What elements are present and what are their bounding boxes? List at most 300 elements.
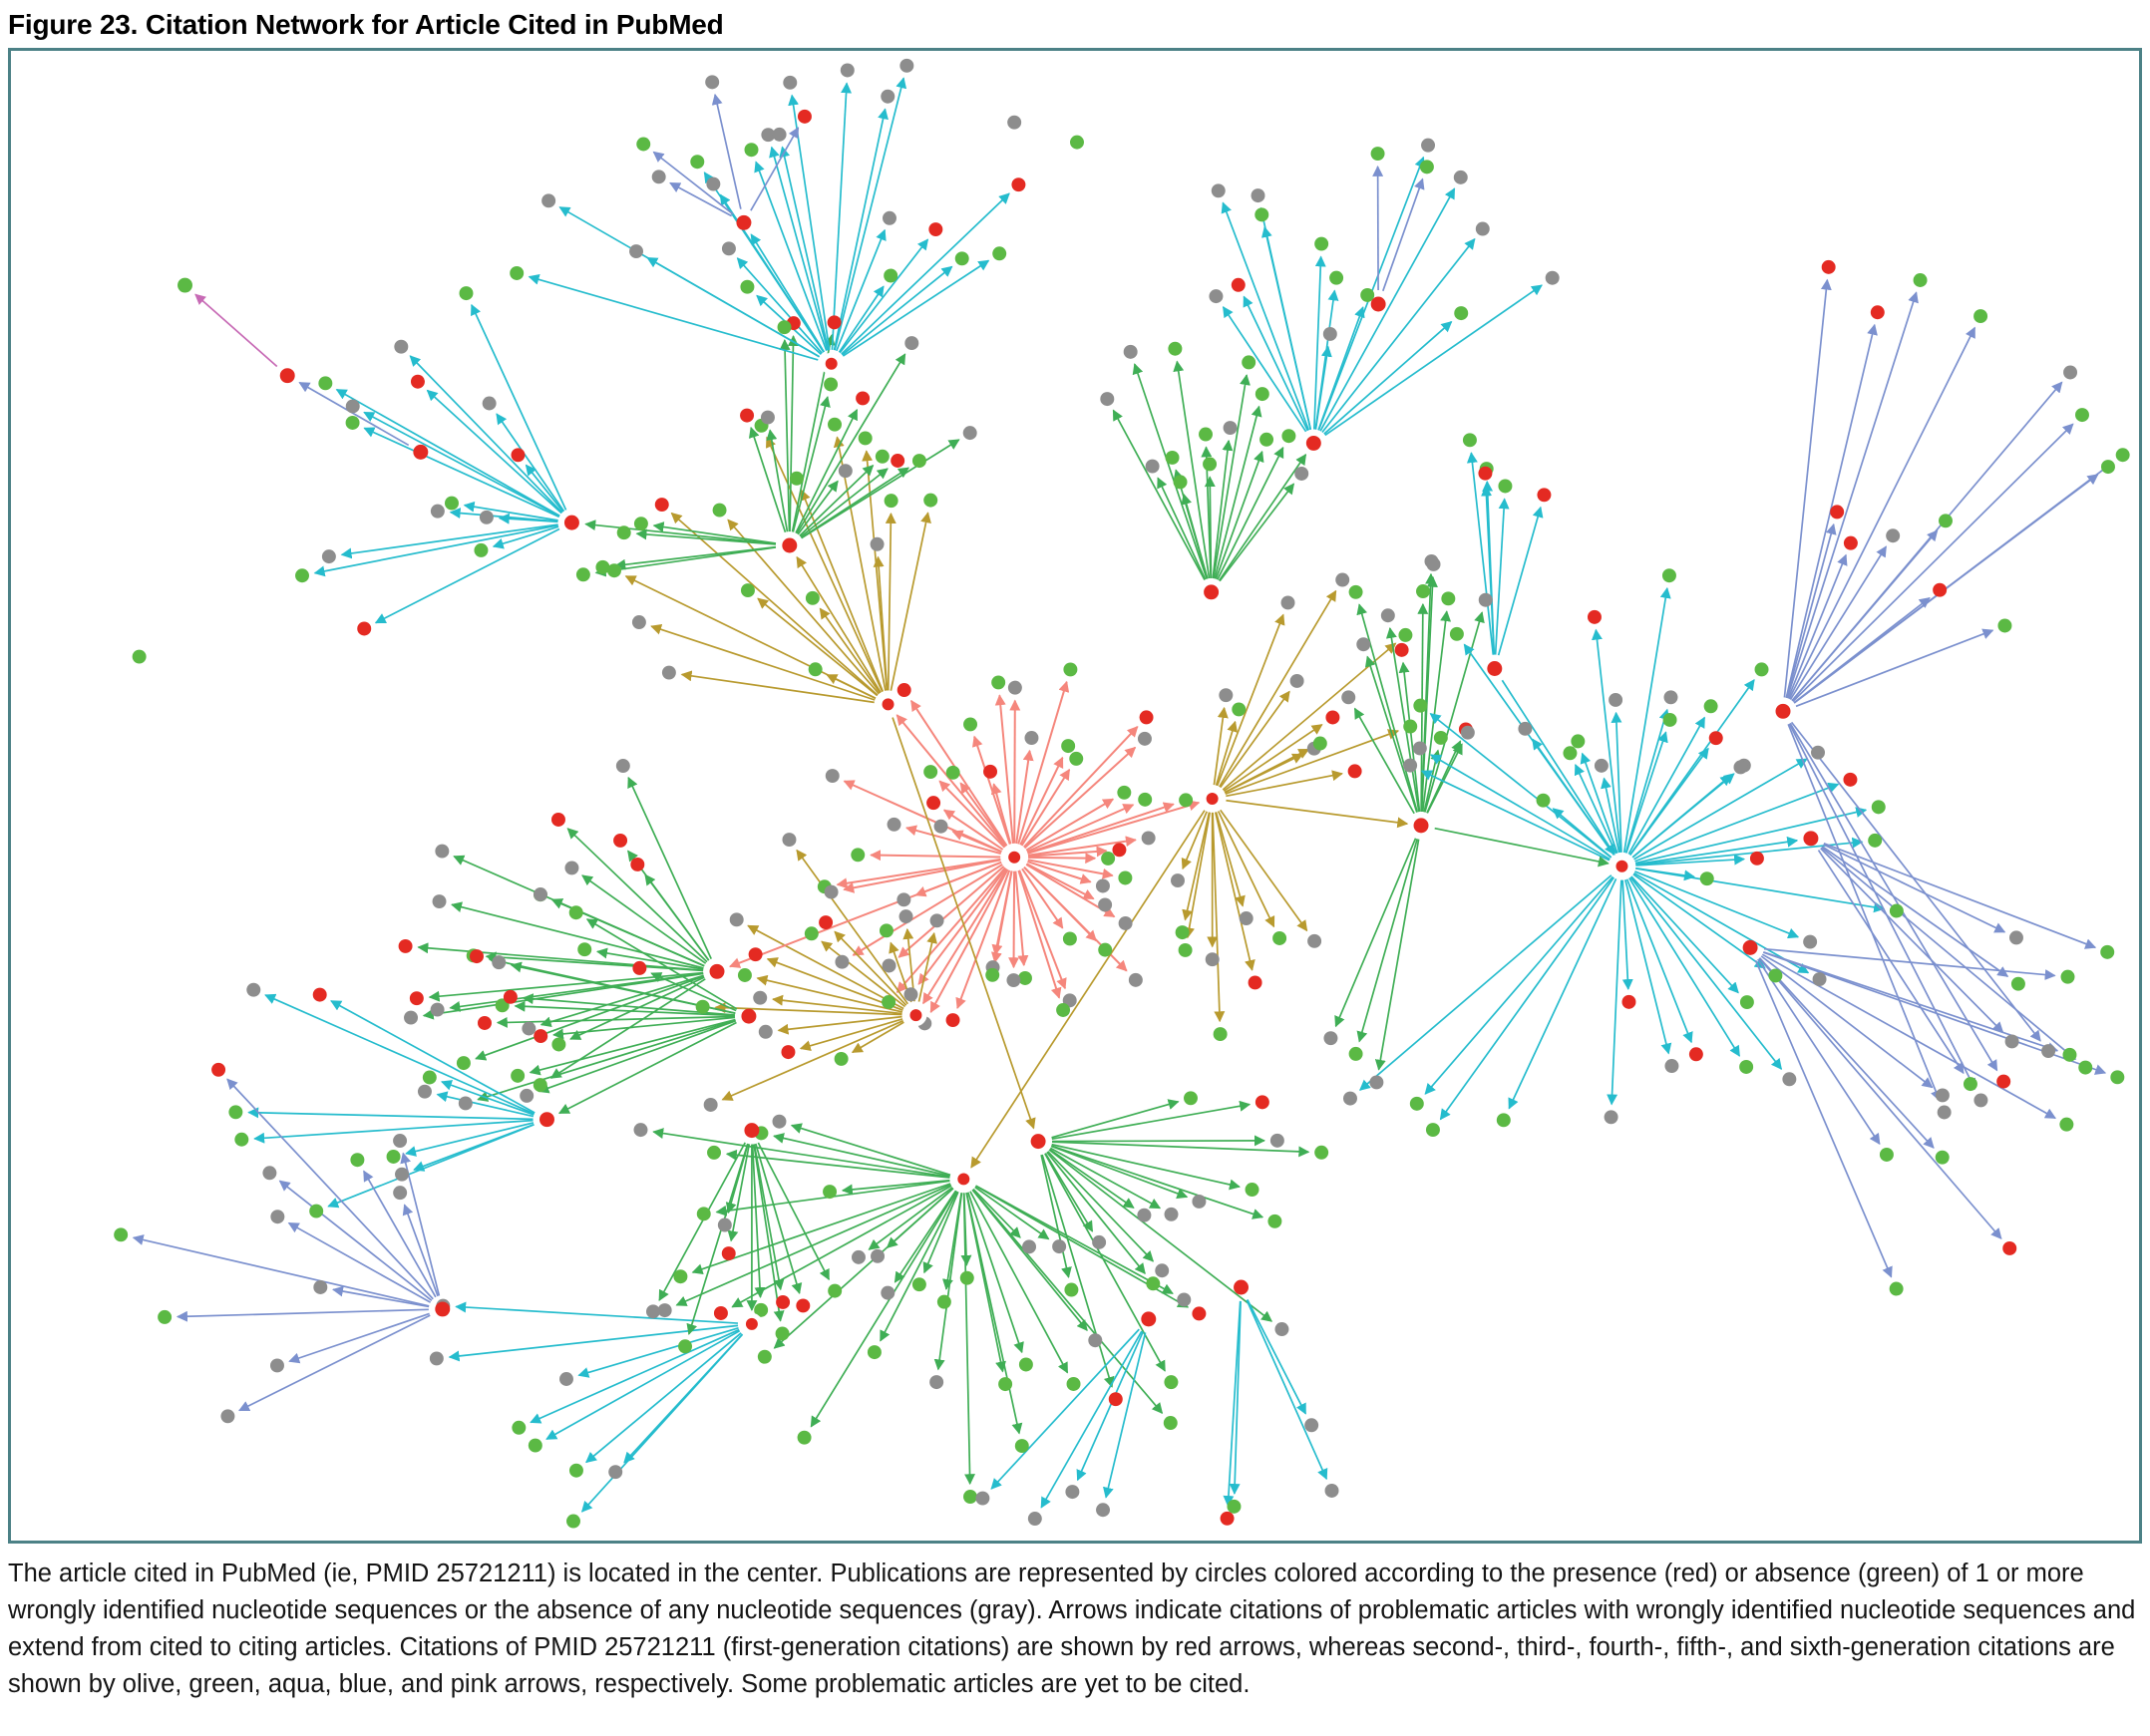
article-node-red xyxy=(655,498,669,512)
citation-arrow-green xyxy=(1220,455,1306,580)
article-node-green xyxy=(534,1078,547,1092)
citation-arrow-green xyxy=(774,1136,950,1176)
article-node-green xyxy=(696,1000,710,1014)
article-node-red xyxy=(1232,278,1246,292)
article-node-red xyxy=(782,538,797,553)
article-node-red xyxy=(1478,467,1492,481)
citation-arrow-aqua xyxy=(751,234,824,352)
article-node-gray xyxy=(1518,722,1532,736)
article-node-green xyxy=(960,1271,974,1285)
article-node-red xyxy=(743,1315,760,1332)
article-node-gray xyxy=(2063,365,2077,379)
article-node-red xyxy=(564,516,579,530)
article-node-green xyxy=(1914,273,1928,287)
article-node-red xyxy=(1112,843,1126,857)
article-node-green xyxy=(387,1150,401,1164)
article-node-gray xyxy=(394,340,408,354)
article-node-red xyxy=(1249,975,1262,989)
article-node-gray xyxy=(883,211,896,225)
article-node-green xyxy=(1329,271,1343,285)
article-node-gray xyxy=(1008,681,1022,695)
citation-arrow-aqua xyxy=(1553,809,1611,858)
article-node-gray xyxy=(825,885,839,899)
article-node-gray xyxy=(459,1096,473,1110)
article-node-gray xyxy=(1100,392,1114,406)
article-node-gray xyxy=(1936,1088,1950,1102)
article-node-red xyxy=(798,110,812,124)
article-node-red xyxy=(1822,260,1836,274)
article-node-green xyxy=(740,280,754,294)
article-node-gray xyxy=(899,59,913,73)
article-node-gray xyxy=(1664,1059,1678,1073)
article-node-red xyxy=(819,915,833,929)
article-node-green xyxy=(1242,355,1255,369)
article-node-gray xyxy=(730,912,744,926)
article-node-gray xyxy=(433,894,447,908)
article-node-gray xyxy=(1663,690,1677,704)
citation-arrow-green xyxy=(585,524,776,544)
citation-arrow-green xyxy=(1220,484,1293,580)
article-node-green xyxy=(1164,1375,1178,1389)
article-node-red xyxy=(907,1007,924,1024)
article-node-green xyxy=(1441,591,1455,605)
article-node-green xyxy=(923,765,937,779)
article-node-green xyxy=(1138,793,1152,807)
article-node-gray xyxy=(835,955,849,969)
article-node-gray xyxy=(541,193,555,207)
article-node-green xyxy=(1413,699,1427,713)
article-node-red xyxy=(1204,791,1221,808)
article-node-red xyxy=(470,949,484,963)
citation-arrow-aqua xyxy=(1325,285,1542,435)
article-node-green xyxy=(745,143,759,157)
figure-caption: The article cited in PubMed (ie, PMID 25721211) is located in the center. Publications are represented by circles colored according to the presence (red) or absence (green) of 1 or more wrongly identified nucleotide sequences or the absence of any nucleotide sequences (gray). Arrows indicate citations of problematic articles with wrongly identified nucleotide sequences and extend from cited to citing articles. Citations of PMID 25721211 (first-generation citations) are shown by red arrows, whereas second-, third-, fourth-, fifth-, and sixth-generation citations are shown by olive, green, aqua, blue, and pink arrows, respectively. Some problematic articles are yet to be cited. xyxy=(8,1560,2136,1698)
article-node-gray xyxy=(782,833,796,847)
article-node-red xyxy=(1221,1512,1235,1526)
article-node-gray xyxy=(1240,911,1254,925)
article-node-red xyxy=(2002,1241,2016,1255)
article-node-gray xyxy=(1129,973,1143,987)
citation-arrow-blue xyxy=(1793,424,2073,701)
article-node-green xyxy=(1313,737,1327,751)
article-node-red xyxy=(551,813,565,827)
article-node-gray xyxy=(632,615,646,629)
article-node-gray xyxy=(662,666,676,680)
citation-arrow-green xyxy=(938,1193,962,1369)
article-node-gray xyxy=(1403,759,1417,773)
article-node-green xyxy=(1739,1060,1753,1074)
article-node-red xyxy=(1843,773,1857,787)
article-node-red xyxy=(1830,505,1844,519)
citation-arrow-blue xyxy=(280,1181,432,1300)
article-node-gray xyxy=(393,1134,407,1148)
article-node-gray xyxy=(1427,557,1441,571)
article-node-green xyxy=(569,905,583,919)
article-node-green xyxy=(1740,995,1754,1009)
article-node-gray xyxy=(1813,972,1827,986)
article-node-gray xyxy=(1782,1072,1796,1086)
article-node-green xyxy=(636,138,650,152)
article-node-green xyxy=(1663,713,1677,727)
article-node-gray xyxy=(262,1166,276,1180)
article-node-green xyxy=(1061,739,1075,753)
article-node-gray xyxy=(1219,688,1233,702)
citation-arrow-green xyxy=(790,336,794,531)
article-node-green xyxy=(576,567,590,581)
article-node-red xyxy=(740,409,754,423)
citation-arrow-aqua xyxy=(1631,876,1738,993)
citation-arrow-red xyxy=(871,856,1000,858)
article-node-gray xyxy=(564,861,578,874)
article-node-gray xyxy=(1973,1093,1987,1107)
article-node-green xyxy=(1454,306,1468,320)
article-node-green xyxy=(1069,752,1083,766)
article-node-gray xyxy=(1343,1092,1357,1106)
article-node-green xyxy=(1880,1148,1894,1162)
article-node-green xyxy=(1056,1003,1070,1017)
article-node-green xyxy=(2116,448,2130,462)
article-node-green xyxy=(309,1205,323,1218)
article-node-green xyxy=(1571,734,1585,748)
article-node-gray xyxy=(1024,731,1038,745)
citation-network-svg xyxy=(11,51,2139,1541)
article-node-red xyxy=(211,1063,225,1077)
article-node-red xyxy=(736,215,751,230)
article-node-gray xyxy=(1479,593,1493,607)
article-node-gray xyxy=(826,769,840,783)
article-node-green xyxy=(1117,786,1131,800)
article-node-green xyxy=(512,1421,526,1435)
article-node-gray xyxy=(483,397,497,411)
article-node-green xyxy=(912,1277,926,1291)
article-node-red xyxy=(1709,731,1723,745)
article-node-gray xyxy=(1171,873,1185,887)
article-node-gray xyxy=(1323,327,1337,341)
article-node-green xyxy=(1426,1123,1440,1137)
article-node-red xyxy=(1140,710,1154,724)
citation-arrow-green xyxy=(1052,1145,1240,1187)
article-node-gray xyxy=(1092,1235,1106,1249)
citation-arrow-green xyxy=(596,547,776,572)
citation-arrow-aqua xyxy=(342,524,558,554)
article-node-gray xyxy=(1098,897,1112,911)
article-node-green xyxy=(1349,585,1363,599)
citation-arrow-green xyxy=(654,525,776,543)
citation-arrow-aqua xyxy=(530,277,819,360)
citation-arrow-aqua xyxy=(624,1334,742,1463)
article-node-red xyxy=(504,990,518,1004)
article-node-gray xyxy=(1325,1484,1339,1498)
citation-arrow-blue xyxy=(1789,724,1974,1089)
article-node-gray xyxy=(2009,930,2023,944)
article-node-gray xyxy=(896,892,910,906)
article-node-green xyxy=(673,1269,687,1283)
citation-arrow-aqua xyxy=(1224,307,1306,432)
article-node-gray xyxy=(1088,1333,1102,1347)
article-node-red xyxy=(722,1246,736,1260)
article-node-green xyxy=(876,450,890,464)
article-node-red xyxy=(1537,488,1551,502)
article-node-green xyxy=(1890,904,1904,918)
article-node-gray xyxy=(1886,528,1900,542)
article-node-gray xyxy=(1006,973,1020,987)
article-node-green xyxy=(963,717,977,731)
article-node-red xyxy=(1109,1392,1123,1406)
article-node-green xyxy=(566,1515,580,1529)
article-node-red xyxy=(1204,584,1219,599)
article-node-gray xyxy=(718,1218,732,1232)
article-node-green xyxy=(529,1439,542,1453)
article-node-gray xyxy=(1028,1512,1042,1526)
article-node-gray xyxy=(430,1351,444,1365)
article-node-green xyxy=(634,517,648,530)
citation-arrow-red xyxy=(923,869,1007,1004)
citation-arrow-blue xyxy=(1823,845,2004,932)
article-node-green xyxy=(1563,746,1577,760)
article-node-green xyxy=(985,968,999,982)
article-node-green xyxy=(859,431,873,445)
article-node-green xyxy=(1118,871,1132,885)
article-node-gray xyxy=(480,511,494,524)
article-node-green xyxy=(1537,794,1551,808)
article-node-gray xyxy=(1341,690,1355,704)
article-node-green xyxy=(1063,662,1077,676)
article-node-green xyxy=(158,1310,172,1324)
citation-arrow-green xyxy=(418,947,703,970)
article-node-red xyxy=(1743,940,1758,955)
citation-arrow-aqua xyxy=(835,109,886,350)
article-node-gray xyxy=(1212,183,1226,197)
article-node-gray xyxy=(1323,1031,1337,1045)
article-node-green xyxy=(790,472,804,486)
article-node-green xyxy=(778,320,792,334)
leaf-nodes-layer xyxy=(114,59,2129,1529)
article-node-red xyxy=(410,991,424,1005)
article-node-red xyxy=(928,222,942,236)
article-node-gray xyxy=(322,549,336,563)
citation-arrow-green xyxy=(1045,1154,1165,1371)
article-node-green xyxy=(1700,871,1714,885)
citation-arrow-green xyxy=(1049,1150,1271,1321)
article-node-gray xyxy=(759,1025,773,1039)
article-node-gray xyxy=(1304,1418,1318,1432)
article-node-green xyxy=(882,995,896,1009)
article-node-green xyxy=(1174,475,1188,489)
article-node-green xyxy=(423,1071,437,1085)
article-node-green xyxy=(1314,237,1328,251)
article-node-gray xyxy=(520,1089,534,1103)
article-node-red xyxy=(1348,764,1362,778)
article-node-gray xyxy=(722,241,736,255)
article-node-gray xyxy=(1476,222,1490,236)
article-node-gray xyxy=(1209,289,1223,303)
article-node-red xyxy=(539,1112,554,1127)
citation-arrow-aqua xyxy=(1320,188,1454,431)
article-node-green xyxy=(992,246,1006,260)
article-node-green xyxy=(798,1431,812,1445)
article-node-red xyxy=(891,454,904,468)
article-node-green xyxy=(678,1339,692,1353)
article-node-green xyxy=(809,662,823,676)
article-node-red xyxy=(926,796,940,810)
citation-arrow-aqua xyxy=(1499,508,1541,655)
article-node-red xyxy=(313,988,327,1002)
article-node-gray xyxy=(313,1280,327,1294)
citation-arrow-olive xyxy=(723,1021,903,1100)
article-node-gray xyxy=(1733,760,1747,774)
citation-arrow-green xyxy=(785,340,790,531)
article-node-gray xyxy=(1595,759,1609,773)
article-node-green xyxy=(1179,943,1193,957)
article-node-green xyxy=(1497,1113,1511,1127)
article-node-gray xyxy=(903,987,917,1001)
article-node-gray xyxy=(629,244,643,258)
article-node-gray xyxy=(616,759,630,773)
citation-arrow-blue xyxy=(178,1309,429,1316)
citation-arrow-blue xyxy=(333,1289,429,1306)
article-node-gray xyxy=(871,537,885,551)
citation-arrow-aqua xyxy=(1622,880,1628,989)
article-node-green xyxy=(806,591,820,605)
citation-arrow-aqua xyxy=(265,995,535,1114)
article-node-red xyxy=(1996,1075,2010,1089)
article-node-gray xyxy=(1274,1322,1288,1336)
article-node-green xyxy=(912,454,926,468)
citation-arrow-green xyxy=(1427,744,1462,813)
article-node-red xyxy=(828,315,842,329)
article-node-red xyxy=(630,858,644,871)
article-node-green xyxy=(998,1377,1012,1391)
article-node-green xyxy=(1179,793,1193,807)
article-node-gray xyxy=(888,818,901,832)
article-node-gray xyxy=(929,1375,943,1389)
citation-arrow-aqua xyxy=(1235,1301,1241,1494)
article-node-red xyxy=(1776,704,1791,719)
article-node-green xyxy=(1184,1091,1198,1105)
citation-arrow-aqua xyxy=(254,1121,533,1139)
article-node-green xyxy=(114,1227,128,1241)
article-node-red xyxy=(823,355,840,372)
article-node-green xyxy=(569,1464,583,1478)
article-node-gray xyxy=(393,1186,407,1200)
citation-arrow-green xyxy=(1052,1142,1308,1152)
citation-arrow-olive xyxy=(835,931,906,1005)
article-node-green xyxy=(1064,1283,1078,1297)
article-node-gray xyxy=(1281,595,1295,609)
citation-arrow-green xyxy=(1051,1146,1187,1197)
article-node-gray xyxy=(431,505,445,519)
article-node-red xyxy=(1234,1280,1249,1295)
article-node-green xyxy=(510,266,524,280)
article-node-red xyxy=(1750,852,1764,866)
article-node-green xyxy=(713,504,727,518)
citation-arrow-blue xyxy=(299,383,408,446)
citation-arrow-green xyxy=(770,430,787,531)
article-node-green xyxy=(1410,1097,1424,1111)
citation-arrow-aqua xyxy=(1509,878,1615,1108)
article-node-red xyxy=(714,1306,728,1320)
article-node-red xyxy=(1011,177,1025,191)
article-node-green xyxy=(828,1284,842,1298)
article-node-red xyxy=(1192,1306,1206,1320)
article-node-green xyxy=(738,968,752,982)
citation-arrow-green xyxy=(975,1188,1049,1239)
article-node-red xyxy=(781,1045,795,1059)
article-node-gray xyxy=(1294,467,1308,481)
citation-arrow-aqua xyxy=(578,1328,738,1375)
article-node-gray xyxy=(1421,139,1435,153)
article-node-gray xyxy=(1052,1239,1066,1253)
article-node-red xyxy=(856,391,870,405)
article-node-green xyxy=(1936,1151,1950,1165)
article-node-red xyxy=(1621,995,1635,1009)
citation-arrow-aqua xyxy=(1106,1332,1146,1497)
article-node-red xyxy=(632,961,646,975)
citation-arrow-green xyxy=(570,977,704,1039)
article-node-gray xyxy=(1096,1503,1110,1517)
article-node-red xyxy=(478,1016,492,1030)
citation-arrow-blue xyxy=(289,1313,429,1361)
citation-arrow-green xyxy=(659,1143,745,1300)
article-node-gray xyxy=(2041,1044,2055,1058)
article-node-gray xyxy=(1413,741,1427,755)
citation-arrow-green xyxy=(689,1144,748,1334)
article-node-green xyxy=(1101,852,1115,866)
article-node-green xyxy=(1398,628,1412,642)
article-node-gray xyxy=(1938,1106,1952,1120)
article-node-red xyxy=(946,1013,960,1027)
citation-arrow-aqua xyxy=(364,428,558,517)
article-node-gray xyxy=(1307,934,1321,948)
article-node-gray xyxy=(246,983,260,997)
article-node-green xyxy=(1939,514,1953,527)
citation-arrow-aqua xyxy=(1425,876,1612,1094)
article-node-gray xyxy=(559,1372,573,1386)
article-node-green xyxy=(474,543,488,557)
article-node-gray xyxy=(431,1003,445,1017)
article-node-red xyxy=(413,445,428,460)
citation-arrow-blue xyxy=(715,95,741,209)
article-node-green xyxy=(851,848,865,862)
citation-arrow-aqua xyxy=(315,525,558,573)
citation-arrow-olive xyxy=(889,514,892,690)
article-node-green xyxy=(2078,1061,2092,1075)
article-node-gray xyxy=(608,1465,622,1479)
article-node-gray xyxy=(706,177,720,191)
article-node-green xyxy=(1067,1377,1081,1391)
article-node-green xyxy=(445,497,459,511)
citation-arrow-olive xyxy=(1216,813,1253,970)
article-node-green xyxy=(955,251,969,265)
article-node-gray xyxy=(881,1286,895,1300)
article-node-gray xyxy=(1177,1292,1191,1306)
article-node-green xyxy=(1254,207,1268,221)
article-node-green xyxy=(823,1185,837,1199)
article-node-gray xyxy=(1119,916,1133,930)
citation-arrow-blue xyxy=(1383,179,1423,291)
article-node-green xyxy=(511,1069,525,1083)
article-node-green xyxy=(690,155,704,169)
citation-arrow-blue xyxy=(1819,851,1964,1074)
citation-arrow-olive xyxy=(891,513,927,690)
article-node-gray xyxy=(1369,1075,1383,1089)
article-node-gray xyxy=(1546,271,1560,285)
citation-arrow-green xyxy=(1218,448,1283,579)
article-node-red xyxy=(1006,849,1023,866)
article-node-green xyxy=(1214,1027,1228,1041)
article-node-gray xyxy=(1137,1209,1151,1222)
article-node-gray xyxy=(705,75,719,89)
